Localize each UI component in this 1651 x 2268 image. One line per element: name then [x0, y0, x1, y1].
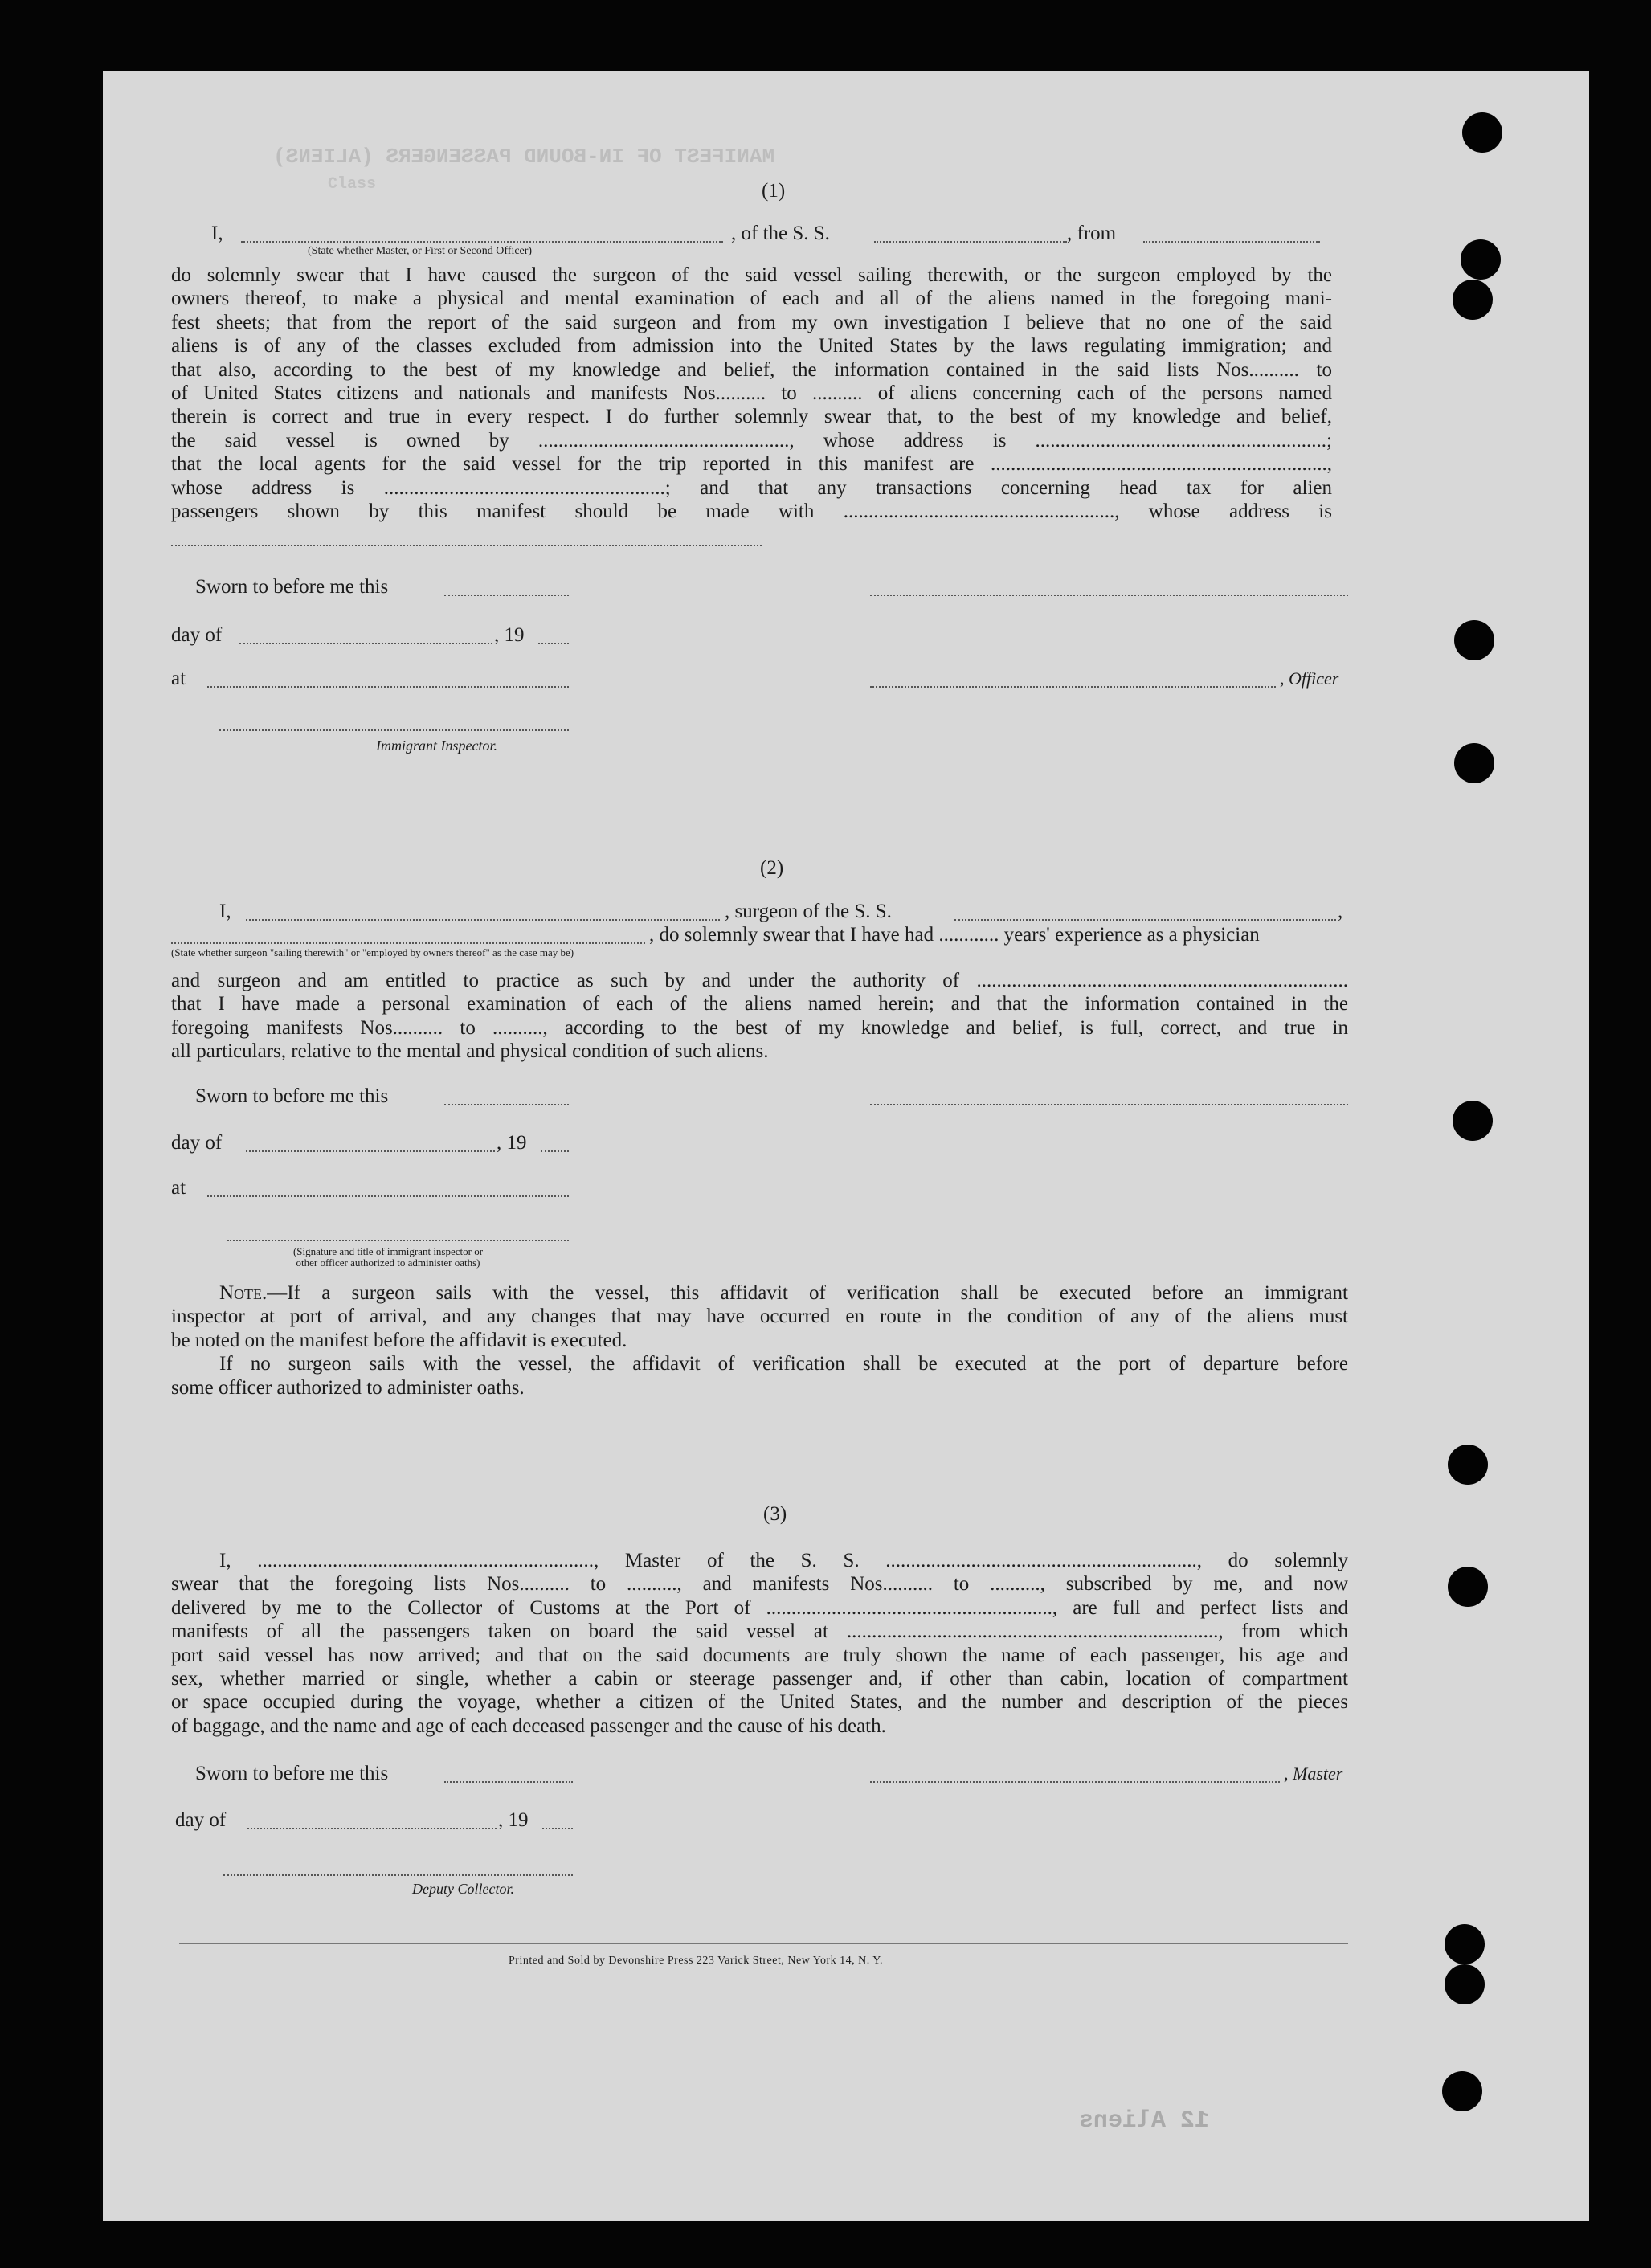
section-1-signature-line-top: [870, 595, 1348, 596]
section-1-vessel-line: [874, 241, 1067, 243]
section-2-line: all particulars, relative to the mental and physical condition of such aliens.: [171, 1040, 769, 1063]
section-2-i: I,: [219, 901, 231, 922]
section-3-collector-line: [223, 1874, 573, 1876]
footer-rule: [179, 1943, 1348, 1944]
section-2-comma: ,: [1338, 901, 1343, 922]
note-line: be noted on the manifest before the affidavit is executed.: [171, 1329, 627, 1351]
section-1-officer-line: [870, 686, 1276, 688]
punch-hole: [1454, 743, 1494, 783]
section-3-day-of: day of: [175, 1809, 227, 1831]
manifest-title-bleed: MANIFEST OF IN-BOUND PASSENGERS (ALIENS): [273, 145, 775, 169]
section-1-line: that the local agents for the said vessel for the trip reported in this manifest are ...................................................................,: [171, 453, 1332, 476]
section-1-line: passengers shown by this manifest should be made with ......................................................, whose address is: [171, 501, 1332, 523]
section-2-signature-line: [870, 1104, 1348, 1105]
section-2-vessel-line: [954, 919, 1336, 921]
note-para-2-line: If no surgeon sails with the vessel, the affidavit of verification shall be executed at the port of departure before: [219, 1353, 1348, 1375]
section-1-sworn-line: [444, 595, 569, 596]
punch-hole: [1461, 239, 1501, 280]
section-1-inspector: Immigrant Inspector.: [376, 738, 497, 754]
printer-credit: Printed and Sold by Devonshire Press 223 Varick Street, New York 14, N. Y.: [509, 1955, 884, 1967]
punch-hole: [1448, 1445, 1488, 1485]
bleed-through-text: [890, 521, 933, 569]
note-para-2-line: some officer authorized to administer oaths.: [171, 1376, 525, 1399]
section-3-line: of baggage, and the name and age of each deceased passenger and the cause of his death.: [171, 1714, 886, 1737]
section-1-caption: (State whether Master, or First or Second Officer): [308, 245, 533, 257]
section-2-name-line: [246, 919, 720, 921]
section-1-at: at: [171, 668, 186, 689]
punch-hole: [1454, 620, 1494, 660]
section-3-collector: Deputy Collector.: [412, 1881, 514, 1897]
punch-hole: [1462, 112, 1502, 153]
section-3-line: I, ..................................................................., Master of the S. S. .............................................................., do solemnly: [219, 1550, 1348, 1571]
section-2-at-line: [207, 1195, 569, 1197]
note-text-1: —If a surgeon sails with the vessel, this affidavit of verification shall be executed before an immigrant: [267, 1282, 1348, 1304]
section-1-officer-name-line: [241, 241, 723, 243]
section-1-at-line: [207, 686, 569, 688]
section-3-sworn: Sworn to before me this: [195, 1763, 389, 1784]
aliens-stamp-bleed: 12 Aliens: [1079, 2107, 1210, 2135]
section-1-address-line: [171, 545, 762, 546]
punch-hole: [1448, 1567, 1488, 1607]
section-3-year: , 19: [498, 1809, 529, 1831]
section-2-sig-caption-1: (Signature and title of immigrant inspector or: [292, 1245, 484, 1257]
section-2-body: [171, 969, 1348, 1064]
section-2-day-of: day of: [171, 1132, 223, 1154]
section-1-day-line: [239, 643, 492, 644]
section-1-day-of: day of: [171, 624, 223, 646]
section-1-from: , from: [1067, 223, 1117, 244]
section-1-sworn: Sworn to before me this: [195, 576, 389, 598]
section-2-line: that I have made a personal examination of each of the aliens named herein; and that the information contained in the: [171, 993, 1348, 1015]
note-line: inspector at port of arrival, and any changes that may have occurred en route in the condition of any of the aliens must: [171, 1306, 1348, 1328]
note-line: [171, 1281, 1348, 1305]
section-1-line: the said vessel is owned by .................................................., whose address is ..........................................................;: [171, 429, 1332, 452]
manifest-page: [103, 71, 1589, 2221]
section-1-i: I,: [211, 223, 223, 244]
punch-hole: [1445, 1924, 1485, 1964]
section-3-line: delivered by me to the Collector of Customs at the Port of ........................................................., are full and perfect lists and: [171, 1596, 1348, 1619]
section-1-officer: , Officer: [1280, 668, 1339, 689]
section-2-line-2: , do solemnly swear that I have had ............ years' experience as a physician: [649, 924, 1260, 946]
section-1-body: [171, 264, 1332, 523]
section-1-line: of United States citizens and nationals and manifests Nos.......... to .......... of aliens concerning each of the persons named: [171, 382, 1332, 405]
section-3-line: or space occupied during the voyage, whether a citizen of the United States, and the number and description of the pieces: [171, 1691, 1348, 1714]
section-1-line: fest sheets; that from the report of the said surgeon and from my own investigation I believe that no one of the said: [171, 311, 1332, 333]
section-2-at: at: [171, 1177, 186, 1199]
punch-hole: [1445, 1964, 1485, 2004]
section-2-line: and surgeon and am entitled to practice as such by and under the authority of ..........................................................................: [171, 970, 1348, 991]
section-1-line: whose address is ........................................................; and that any transactions concerning head tax for alien: [171, 476, 1332, 499]
section-2-year-line: [541, 1150, 569, 1152]
section-3-line: port said vessel has now arrived; and that on the said documents are truly shown the name of each passenger, his age and: [171, 1644, 1348, 1666]
punch-hole: [1453, 280, 1493, 320]
section-2-number: (2): [760, 857, 784, 879]
section-3-sworn-line: [444, 1781, 573, 1783]
class-label-bleed: Class: [328, 175, 377, 194]
section-1-line: that also, according to the best of my knowledge and belief, the information contained in the said lists Nos.......... to: [171, 358, 1332, 381]
section-3-body: [171, 1549, 1348, 1738]
section-1-line: owners thereof, to make a physical and mental examination of each and all of the aliens named in the foregoing mani-: [171, 288, 1332, 310]
section-2-caption: (State whether surgeon "sailing therewith" or "employed by owners thereof" as the case may be): [171, 946, 574, 958]
section-2-day-line: [246, 1150, 495, 1152]
note-label: Note.: [219, 1282, 268, 1304]
section-1-year-line: [538, 643, 569, 644]
section-2-sworn: Sworn to before me this: [195, 1085, 389, 1107]
section-1-year: , 19: [494, 624, 525, 646]
section-3-master: , Master: [1284, 1763, 1343, 1784]
section-1-of-ss: , of the S. S.: [731, 223, 830, 244]
note-block: [171, 1281, 1348, 1400]
section-3-line: manifests of all the passengers taken on board the said vessel at .........................................................................., from which: [171, 1620, 1348, 1643]
section-2-year: , 19: [497, 1132, 527, 1154]
section-3-line: sex, whether married or single, whether a cabin or steerage passenger and, if other than cabin, location of compartment: [171, 1668, 1348, 1690]
section-1-inspector-line: [219, 729, 569, 731]
section-2-sig-caption-2: other officer authorized to administer oaths): [296, 1257, 480, 1269]
section-3-day-line: [247, 1828, 497, 1829]
punch-hole: [1442, 2071, 1482, 2111]
section-2-line: foregoing manifests Nos.......... to .........., according to the best of my knowledge and belief, is full, correct, and true in: [171, 1016, 1348, 1039]
section-3-number: (3): [763, 1503, 787, 1525]
section-2-surgeon-of: , surgeon of the S. S.: [725, 901, 892, 922]
punch-hole: [1453, 1101, 1493, 1141]
section-2-signature-caption-line: [227, 1240, 569, 1241]
section-1-line: aliens is of any of the classes excluded from admission into the United States by the laws regulating immigration; and: [171, 335, 1332, 358]
section-3-master-line: [870, 1781, 1280, 1783]
section-1-line: do solemnly swear that I have caused the surgeon of the said vessel sailing therewith, or the surgeon employed by the: [171, 264, 1332, 286]
section-1-line: therein is correct and true in every respect. I do further solemnly swear that, to the best of my knowledge and belief,: [171, 406, 1332, 428]
section-3-year-line: [542, 1828, 573, 1829]
section-3-line: swear that the foregoing lists Nos.......... to .........., and manifests Nos.......... to .........., subscribed by me, and now: [171, 1573, 1348, 1596]
section-1-from-line: [1143, 241, 1320, 243]
section-1-number: (1): [762, 180, 786, 202]
section-2-surgeon-type-line: [171, 942, 645, 944]
section-2-sworn-line: [444, 1104, 569, 1105]
